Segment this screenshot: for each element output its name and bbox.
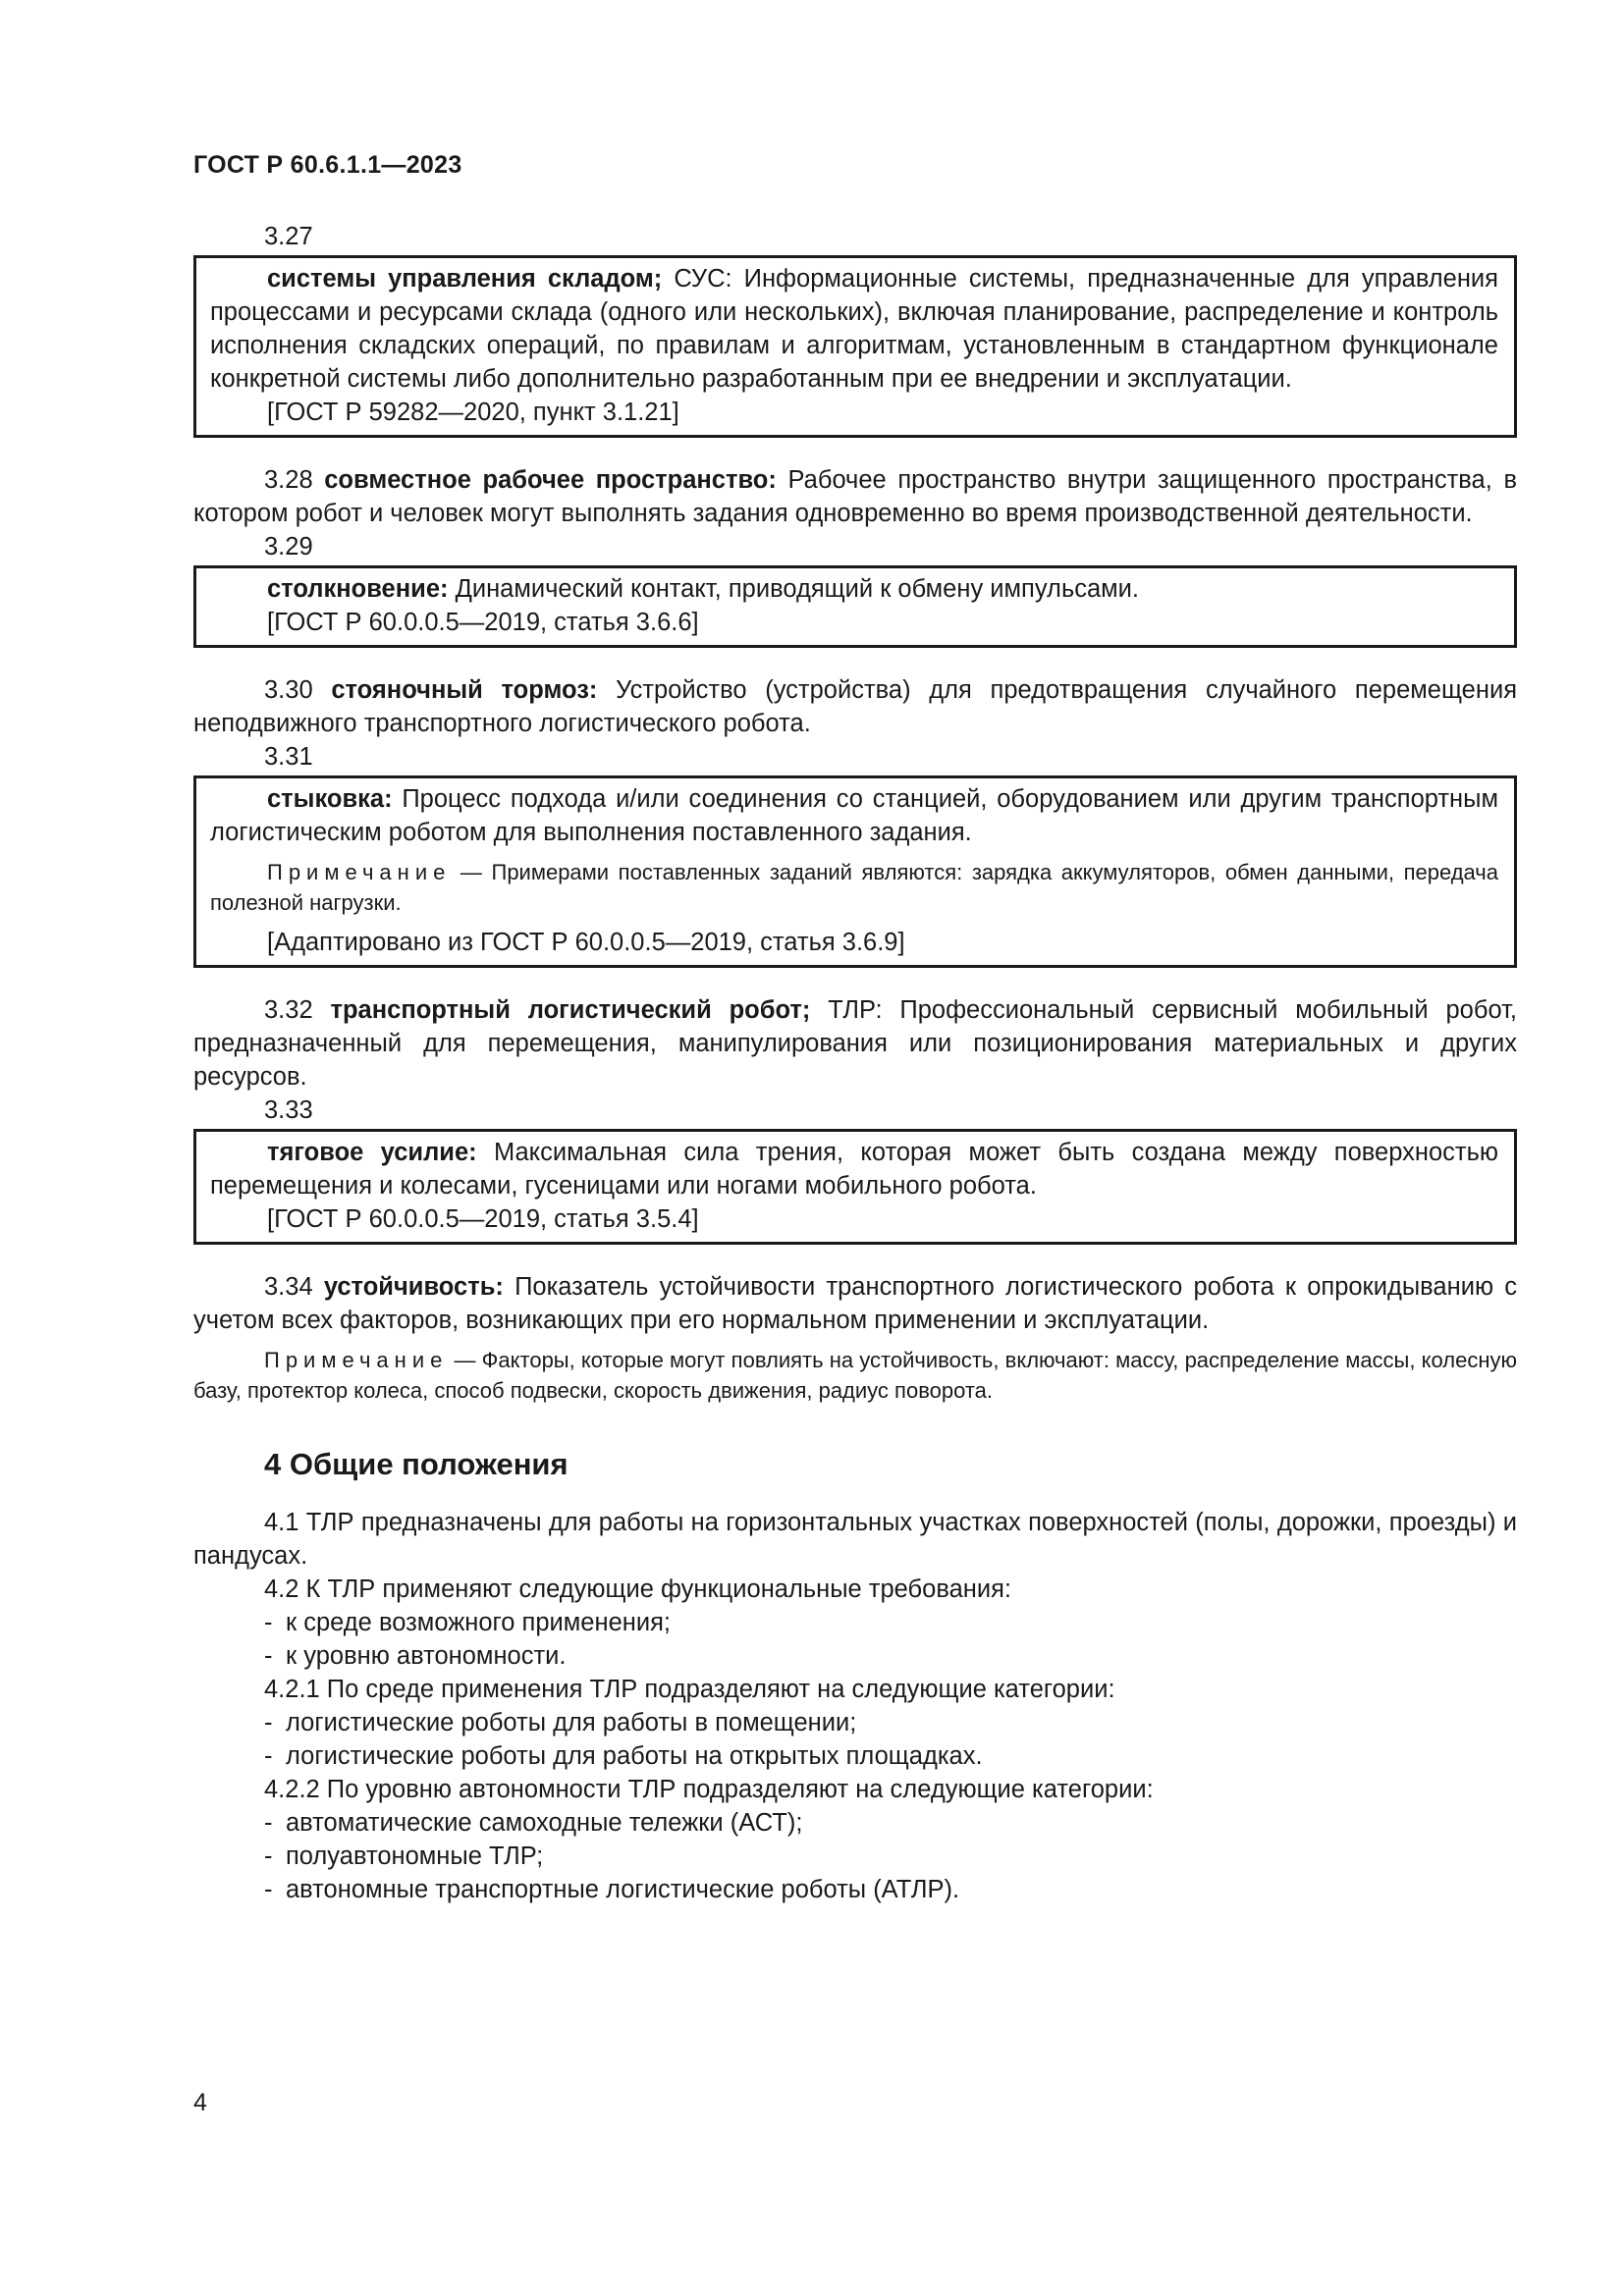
bullet: - bbox=[264, 1609, 273, 1636]
list-item-text: к уровню автономности. bbox=[286, 1642, 567, 1670]
term-source: [ГОСТ Р 60.0.0.5—2019, статья 3.6.6] bbox=[267, 609, 699, 636]
term-3-34 bbox=[193, 1270, 1517, 1337]
term-3-30 bbox=[193, 673, 1517, 740]
term-box-3-29 bbox=[193, 565, 1517, 648]
term-name: транспортный логистический робот; bbox=[330, 996, 811, 1024]
list-item-text: к среде возможного применения; bbox=[286, 1609, 671, 1636]
term-definition bbox=[210, 1136, 1498, 1202]
term-name: стояночный тормоз: bbox=[331, 676, 598, 704]
term-text: Рабочее пространство внутри защищенного пространства, в котором робот и человек могут выполнять задания одновременно во время производственной деятельности. bbox=[193, 466, 1517, 527]
list-item bbox=[193, 1739, 1517, 1773]
list-item-text: логистические роботы для работы в помещении; bbox=[286, 1709, 857, 1736]
list-item-text: автоматические самоходные тележки (АСТ); bbox=[286, 1809, 803, 1837]
term-source: [Адаптировано из ГОСТ Р 60.0.0.5—2019, статья 3.6.9] bbox=[267, 929, 905, 956]
paragraph-4-2: 4.2 К ТЛР применяют следующие функциональные требования: bbox=[264, 1575, 1012, 1603]
list-item bbox=[193, 1606, 1517, 1639]
term-number: 3.28 bbox=[264, 466, 325, 494]
term-number: 3.27 bbox=[264, 223, 313, 250]
note-label: Примечание bbox=[264, 1348, 449, 1372]
term-number: 3.31 bbox=[264, 743, 313, 771]
term-name: устойчивость: bbox=[323, 1273, 504, 1301]
bullet: - bbox=[264, 1642, 273, 1670]
term-text: Максимальная сила трения, которая может быть создана между поверхностью перемещения и колесами, гусеницами или ногами мобильного робота. bbox=[210, 1139, 1498, 1200]
paragraph-4-1: 4.1 ТЛР предназначены для работы на горизонтальных участках поверхностей (полы, дорожки, проезды) и пандусах. bbox=[193, 1509, 1517, 1570]
paragraph-4-2-2: 4.2.2 По уровню автономности ТЛР подразделяют на следующие категории: bbox=[264, 1776, 1154, 1803]
section-title: 4 Общие положения bbox=[264, 1447, 568, 1481]
paragraph-4-2-1: 4.2.1 По среде применения ТЛР подразделяют на следующие категории: bbox=[264, 1676, 1115, 1703]
term-source: [ГОСТ Р 59282—2020, пункт 3.1.21] bbox=[267, 399, 679, 426]
term-text: СУС: Информационные системы, предназначенные для управления процессами и ресурсами склада (одного или нескольких), включая планирование, распределение и контроль исполнения складских операций, по правилам и алгоритмам, установленным в стандартном функционале конкретной системы либо дополнительно разработанным при ее внедрении и эксплуатации. bbox=[210, 265, 1498, 393]
list-item bbox=[193, 1706, 1517, 1739]
term-name: совместное рабочее пространство: bbox=[324, 466, 777, 494]
term-box-3-33 bbox=[193, 1129, 1517, 1245]
note-text: — Примерами поставленных заданий являются: зарядка аккумуляторов, обмен данными, передача полезной нагрузки. bbox=[210, 860, 1498, 915]
term-text: Динамический контакт, приводящий к обмену импульсами. bbox=[448, 575, 1140, 603]
term-definition bbox=[210, 262, 1498, 396]
term-definition bbox=[210, 782, 1498, 849]
list-item-text: логистические роботы для работы на открытых площадках. bbox=[286, 1742, 983, 1770]
term-number: 3.34 bbox=[264, 1273, 324, 1301]
term-text: Устройство (устройства) для предотвращения случайного перемещения неподвижного транспортного логистического робота. bbox=[193, 676, 1517, 737]
term-number: 3.29 bbox=[264, 533, 313, 561]
bullet: - bbox=[264, 1742, 273, 1770]
term-3-28 bbox=[193, 463, 1517, 530]
bullet: - bbox=[264, 1809, 273, 1837]
term-name: тяговое усилие: bbox=[267, 1139, 477, 1166]
term-box-3-27 bbox=[193, 255, 1517, 438]
term-number: 3.32 bbox=[264, 996, 331, 1024]
term-text: ТЛР: Профессиональный сервисный мобильный робот, предназначенный для перемещения, манипулирования или позиционирования материальных и других ресурсов. bbox=[193, 996, 1517, 1091]
list-item-text: автономные транспортные логистические роботы (АТЛР). bbox=[286, 1876, 960, 1903]
list-item bbox=[193, 1840, 1517, 1873]
bullet: - bbox=[264, 1876, 273, 1903]
list-item bbox=[193, 1806, 1517, 1840]
note-text: — Факторы, которые могут повлиять на устойчивость, включают: массу, распределение массы, колесную базу, протектор колеса, способ подвески, скорость движения, радиус поворота. bbox=[193, 1348, 1517, 1403]
document-code: ГОСТ Р 60.6.1.1—2023 bbox=[193, 151, 462, 179]
page-content bbox=[193, 220, 1517, 1906]
term-box-3-31 bbox=[193, 775, 1517, 968]
term-note bbox=[193, 1345, 1517, 1406]
term-name: системы управления складом; bbox=[267, 265, 663, 293]
term-number: 3.30 bbox=[264, 676, 332, 704]
page-number: 4 bbox=[193, 2089, 207, 2116]
list-item bbox=[193, 1639, 1517, 1673]
term-source: [ГОСТ Р 60.0.0.5—2019, статья 3.5.4] bbox=[267, 1205, 699, 1233]
bullet: - bbox=[264, 1842, 273, 1870]
term-number: 3.33 bbox=[264, 1096, 313, 1124]
list-item-text: полуавтономные ТЛР; bbox=[286, 1842, 544, 1870]
term-note bbox=[210, 857, 1498, 918]
term-name: столкновение: bbox=[267, 575, 449, 603]
bullet: - bbox=[264, 1709, 273, 1736]
term-name: стыковка: bbox=[267, 785, 393, 813]
term-text: Процесс подхода и/или соединения со станцией, оборудованием или другим транспортным логистическим роботом для выполнения поставленного задания. bbox=[210, 785, 1498, 846]
term-definition bbox=[210, 572, 1498, 606]
term-3-32 bbox=[193, 993, 1517, 1094]
list-item bbox=[193, 1873, 1517, 1906]
term-text: Показатель устойчивости транспортного логистического робота к опрокидыванию с учетом всех факторов, возникающих при его нормальном применении и эксплуатации. bbox=[193, 1273, 1518, 1334]
note-label: Примечание bbox=[267, 860, 452, 884]
